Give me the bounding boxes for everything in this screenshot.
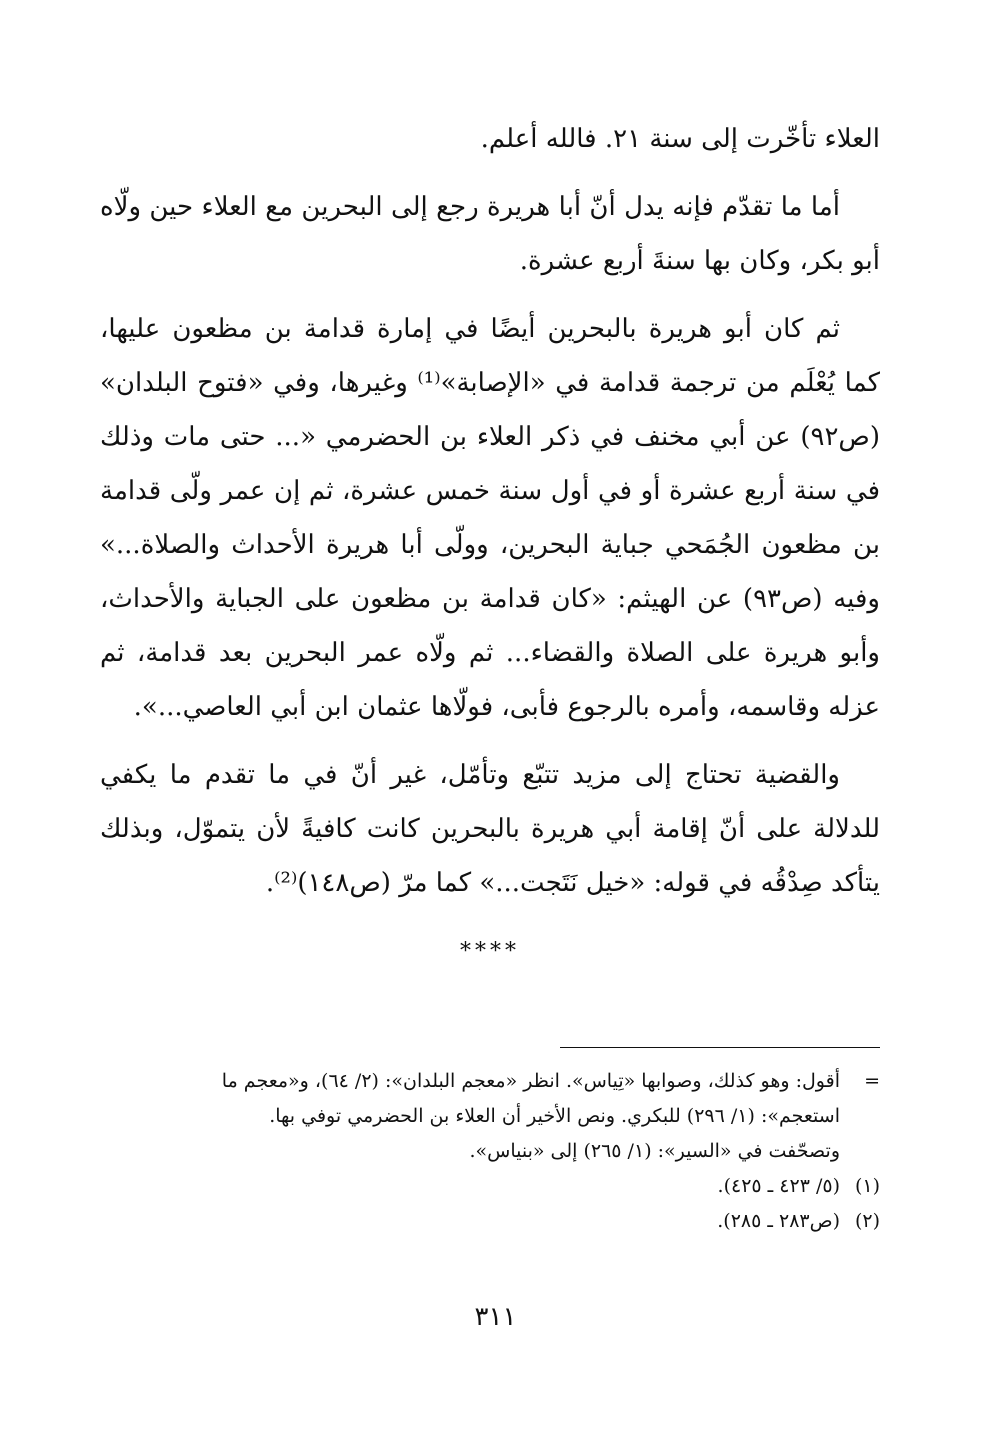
footnote-1-text: (٥/ ٤٢٣ ـ ٤٢٥). <box>717 1175 840 1197</box>
page-body <box>100 112 880 972</box>
paragraph-4: والقضية تحتاج إلى مزيد تتبّع وتأمّل، غير أنّ في ما تقدم ما يكفي للدلالة على أنّ إقامة أبي هريرة بالبحرين كانت كافيةً لأن يتموّل، وبذلك يتأكد صِدْقُه في قوله: «خيل نَتَجت...» كما مرّ (ص١٤٨)⁽²⁾. <box>100 760 880 898</box>
main-text <box>100 112 880 910</box>
footnote-continuation-line: استعجم»: (١/ ٢٩٦) للبكري. ونص الأخير أن العلاء بن الحضرمي توفي بها. <box>269 1105 840 1127</box>
footnote-continuation <box>100 1064 880 1099</box>
footnote-2-mark: (٢) <box>854 1210 880 1232</box>
footnote-2-text: (ص٢٨٣ ـ ٢٨٥). <box>717 1210 840 1232</box>
footnote-continuation-line: وتصحّفت في «السير»: (١/ ٢٦٥) إلى «بنياس». <box>469 1140 840 1162</box>
footnote-1-mark: (١) <box>854 1175 880 1197</box>
paragraph-3: ثم كان أبو هريرة بالبحرين أيضًا في إمارة قدامة بن مظعون عليها، كما يُعْلَم من ترجمة قدامة في «الإصابة»⁽¹⁾ وغيرها، وفي «فتوح البلدان» (ص٩٢) عن أبي مخنف في ذكر العلاء بن الحضرمي «... حتى مات وذلك في سنة أربع عشرة أو في أول سنة خمس عشرة، ثم إن عمر ولّى قدامة بن مظعون الجُمَحي جباية البحرين، وولّى أبا هريرة الأحداث والصلاة...» وفيه (ص٩٣) عن الهيثم: «كان قدامة بن مظعون على الجباية والأحداث، وأبو هريرة على الصلاة والقضاء... ثم ولّاه عمر البحرين بعد قدامة، ثم عزله وقاسمه، وأمره بالرجوع فأبى، فولّاها عثمان ابن أبي العاصي...». <box>100 314 880 722</box>
footnotes <box>100 1064 880 1239</box>
footnote-1 <box>100 1169 880 1204</box>
page-number: ٣١١ <box>474 1302 517 1332</box>
footnote-continuation-line: أقول: وهو كذلك، وصوابها «تِياس». انظر «معجم البلدان»: (٢/ ٦٤)، و«معجم ما <box>221 1070 840 1092</box>
footnote-rule <box>560 1047 880 1048</box>
paragraph-2: أما ما تقدّم فإنه يدل أنّ أبا هريرة رجع إلى البحرين مع العلاء حين ولّاه أبو بكر، وكان بها سنةَ أربع عشرة. <box>100 192 880 276</box>
section-separator: **** <box>460 939 520 964</box>
footnote-2 <box>100 1204 880 1239</box>
footnote-continuation-mark: = <box>864 1070 880 1092</box>
paragraph-1: العلاء تأخّرت إلى سنة ٢١. فالله أعلم. <box>480 124 880 154</box>
